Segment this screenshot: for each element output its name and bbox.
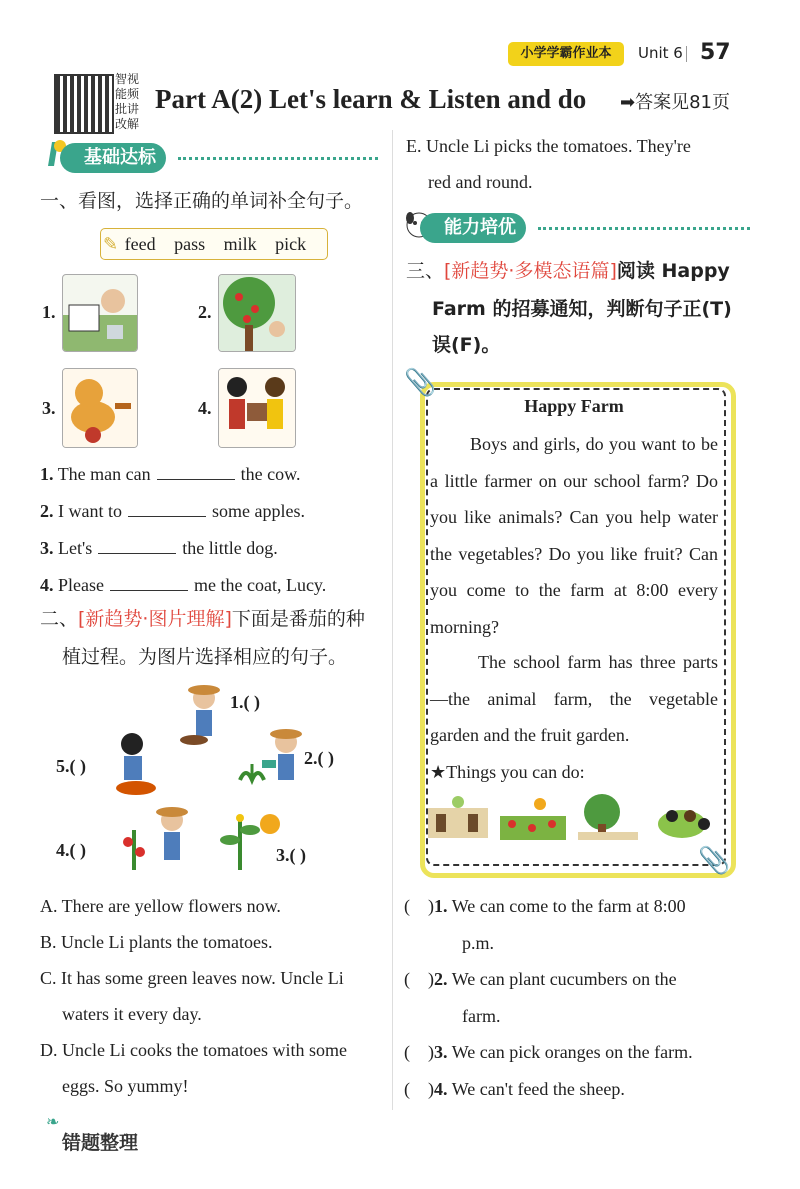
- word-feed: feed: [124, 234, 156, 254]
- slot-5[interactable]: 5.( ): [56, 756, 86, 776]
- page-number: 57: [700, 40, 731, 65]
- slot-4[interactable]: 4.( ): [56, 840, 86, 860]
- sentence-2: 2. I want to some apples.: [40, 501, 305, 521]
- option-d-cont: eggs. So yummy!: [62, 1076, 189, 1096]
- section-divider: [178, 157, 378, 160]
- word-bank: [100, 228, 328, 260]
- q3-heading-line3: 误(F)。: [432, 334, 501, 356]
- q2-options-right: [406, 128, 746, 200]
- answer-bracket-1[interactable]: ( ): [404, 896, 434, 916]
- option-b: B. Uncle Li plants the tomatoes.: [40, 932, 273, 952]
- sentence-3: 3. Let's the little dog.: [40, 538, 278, 558]
- mistakes-section-label: 错题整理: [62, 1132, 139, 1154]
- paperclip-icon: 📎: [404, 368, 437, 398]
- arrow-right-icon: ➡: [620, 92, 636, 113]
- qr-code-icon[interactable]: [54, 74, 114, 134]
- option-c-cont: waters it every day.: [62, 1004, 202, 1024]
- column-divider: [392, 130, 393, 1110]
- blank-4[interactable]: [110, 590, 188, 591]
- option-e: E. Uncle Li picks the tomatoes. They're: [406, 136, 691, 156]
- word-pick: pick: [275, 234, 307, 254]
- statement-2-cont: farm.: [462, 1005, 501, 1026]
- statement-2: ( )2. We can plant cucumbers on the: [404, 969, 677, 989]
- card-paragraph-2: The school farm has three parts—the animal farm, the vegetable garden and the fruit garden.: [430, 652, 718, 745]
- option-a: A. There are yellow flowers now.: [40, 896, 281, 916]
- q1-heading: 一、看图，选择正确的单词补全句子。: [40, 190, 364, 212]
- statement-3: ( )3. We can pick oranges on the farm.: [404, 1042, 693, 1062]
- option-d: D. Uncle Li cooks the tomatoes with some: [40, 1040, 347, 1060]
- slot-2[interactable]: 2.( ): [304, 748, 334, 768]
- apple-tree-image: [218, 274, 296, 352]
- pic-number-1: 1.: [42, 302, 56, 322]
- q2-heading-line2: 植过程。为图片选择相应的句子。: [62, 646, 348, 668]
- q2-options: [40, 888, 380, 1104]
- q2-heading: 二、[新趋势·图片理解]下面是番茄的种: [40, 608, 365, 630]
- statement-1: ( )1. We can come to the farm at 8:00: [404, 896, 686, 916]
- word-milk: milk: [223, 234, 257, 254]
- blank-1[interactable]: [157, 479, 235, 480]
- answer-reference: ➡答案见81页: [620, 92, 730, 113]
- blank-3[interactable]: [98, 553, 176, 554]
- card-title: Happy Farm: [524, 396, 624, 416]
- slot-3[interactable]: 3.( ): [276, 845, 306, 865]
- tf-statements: [404, 888, 750, 1107]
- answer-bracket-4[interactable]: ( ): [404, 1078, 434, 1099]
- section-divider-2: [538, 227, 750, 230]
- pic-number-3: 3.: [42, 398, 56, 418]
- series-badge: 小学学霸作业本: [508, 42, 624, 66]
- section-advanced-tag: 能力培优: [420, 213, 526, 243]
- milking-cow-image: [62, 274, 138, 352]
- sentence-4: 4. Please me the coat, Lucy.: [40, 575, 327, 595]
- header-divider: [686, 46, 687, 62]
- farm-activities-images: [428, 794, 720, 844]
- blank-2[interactable]: [128, 516, 206, 517]
- q3-heading: 三、[新趋势·多模态语篇]阅读 Happy: [406, 260, 730, 282]
- q3-heading-line2: Farm 的招募通知，判断句子正(T): [432, 298, 732, 320]
- pic-number-2: 2.: [198, 302, 212, 322]
- answer-bracket-2[interactable]: ( ): [404, 969, 434, 989]
- paperclip-icon-bottom: 📎: [698, 846, 731, 876]
- option-e-cont: red and round.: [428, 172, 533, 192]
- word-bank-pencil-icon: ✎: [103, 234, 119, 254]
- card-things-label: ★Things you can do:: [430, 762, 585, 782]
- pic-number-4: 4.: [198, 398, 212, 418]
- dog-image: [62, 368, 138, 448]
- answer-bracket-3[interactable]: ( ): [404, 1042, 434, 1062]
- sentence-1: 1. The man can the cow.: [40, 464, 301, 484]
- word-pass: pass: [174, 234, 206, 254]
- statement-1-cont: p.m.: [462, 932, 495, 953]
- slot-1[interactable]: 1.( ): [230, 692, 260, 712]
- option-c: C. It has some green leaves now. Uncle Li: [40, 968, 344, 988]
- unit-label: Unit 6: [638, 44, 683, 62]
- leaf-icon: ❧: [46, 1112, 60, 1131]
- card-paragraph-1: Boys and girls, do you want to be a little farmer on our school farm? Do you like animals? Can you help water the vegetables? Do you like fruit? Can you come to the farm at 8:00 every morning?: [430, 434, 718, 637]
- section-basic-tag: 基础达标: [60, 143, 166, 173]
- page-title: Part A(2) Let's learn & Listen and do: [155, 84, 587, 114]
- statement-4: ( )4. We can't feed the sheep.: [404, 1078, 625, 1099]
- qr-label: 智视能频批讲改解: [115, 72, 140, 131]
- passing-coat-image: [218, 368, 296, 448]
